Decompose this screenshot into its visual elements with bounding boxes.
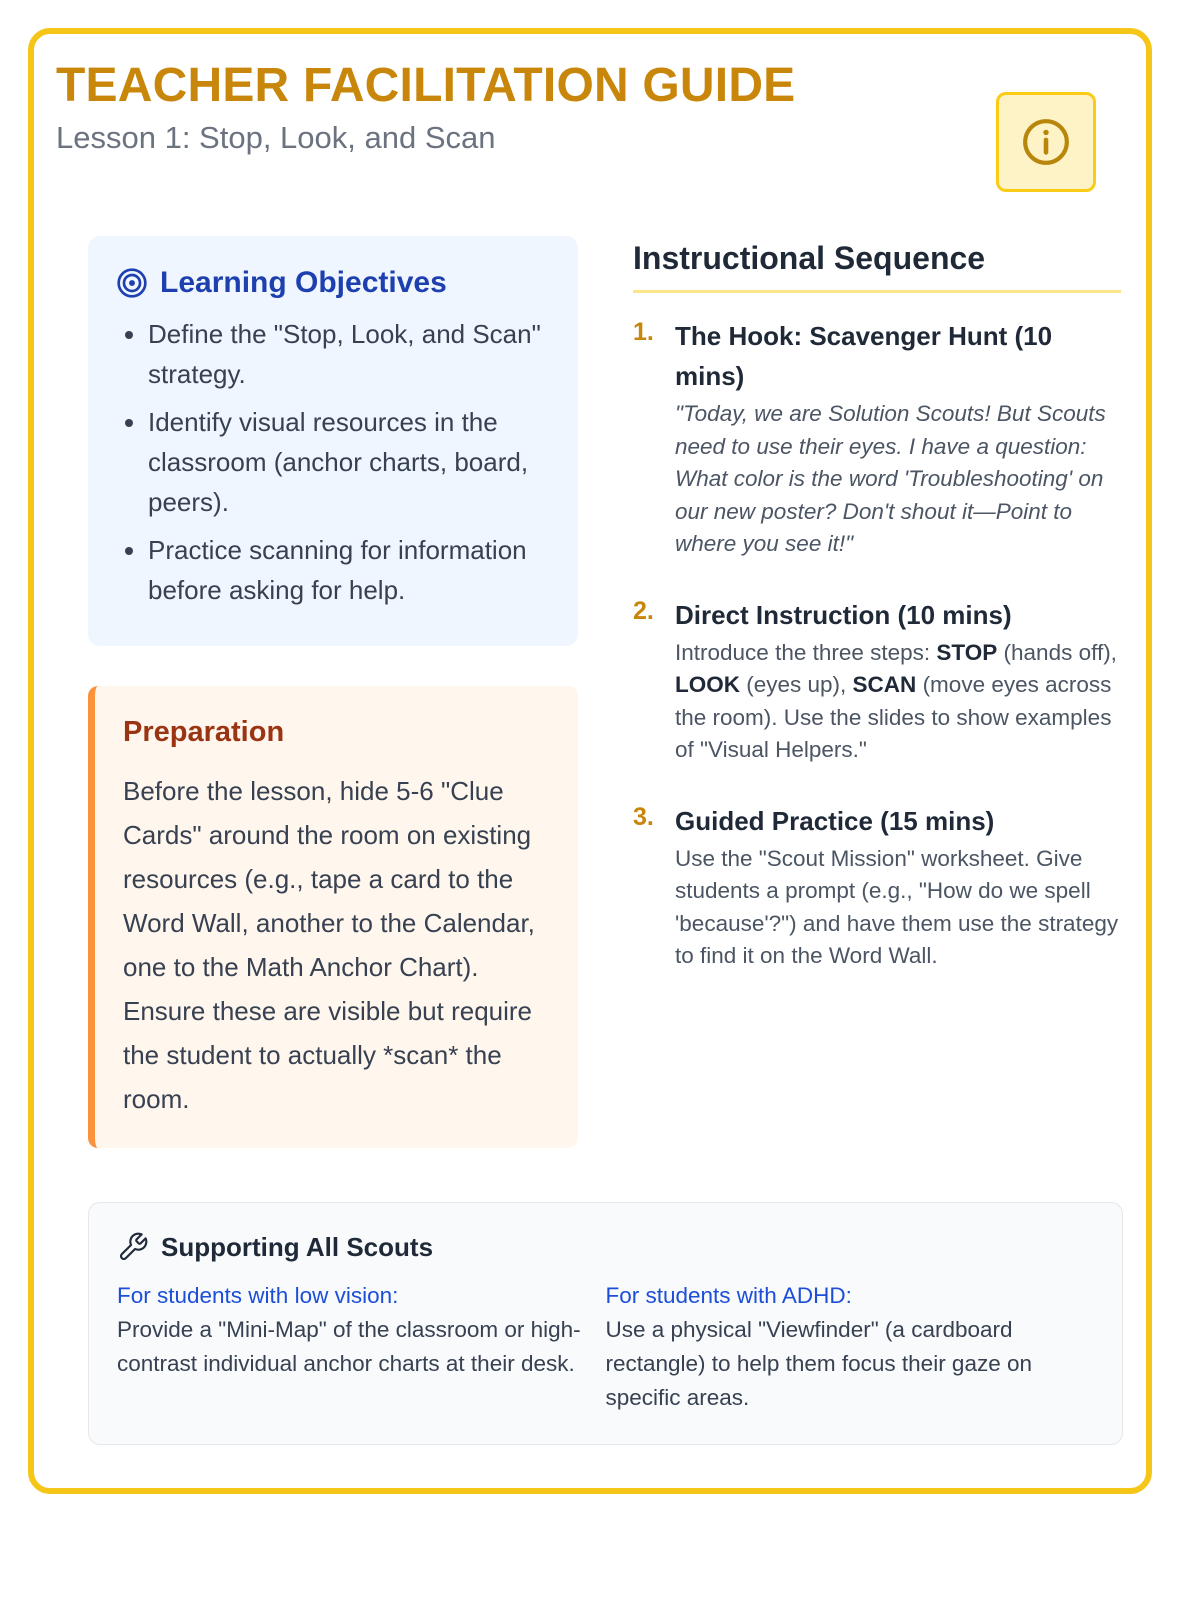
step-number: 2. — [633, 596, 654, 625]
support-column-low-vision — [117, 1279, 606, 1415]
preparation-title: Preparation — [123, 716, 285, 748]
objectives-title: Learning Objectives — [160, 266, 447, 299]
step-title: The Hook: Scavenger Hunt (10 mins) — [675, 321, 1053, 391]
support-column-adhd — [606, 1279, 1095, 1415]
learning-objectives-panel — [88, 236, 578, 646]
sequence-step — [633, 595, 1125, 767]
step-body: Use the "Scout Mission" worksheet. Give students a prompt (e.g., "How do we spell 'because'?") and have them use the strategy to find it on the Word Wall. — [675, 845, 1119, 968]
step-number: 1. — [633, 318, 654, 346]
info-circle-icon — [1021, 117, 1071, 167]
sequence-step — [633, 801, 1125, 973]
scan-keyword: SCAN — [852, 672, 917, 697]
wrench-icon — [117, 1231, 149, 1263]
objectives-list — [116, 314, 550, 610]
instructional-sequence-list — [633, 316, 1125, 1007]
preparation-panel — [88, 686, 578, 1148]
page-subtitle: Lesson 1: Stop, Look, and Scan — [56, 120, 496, 155]
target-icon — [116, 267, 148, 299]
step-title: Direct Instruction (10 mins) — [675, 599, 1012, 630]
sequence-title: Instructional Sequence — [633, 240, 986, 276]
step-title: Guided Practice (15 mins) — [675, 805, 995, 836]
step-number: 3. — [633, 802, 654, 831]
support-text: Use a physical "Viewfinder" (a cardboard rectangle) to help them focus their gaze on specific areas. — [605, 1317, 1033, 1410]
objective-item: • Identify visual resources in the classroom (anchor charts, board, peers). — [148, 402, 550, 522]
info-button[interactable] — [996, 92, 1096, 192]
support-heading: For students with ADHD: — [605, 1283, 852, 1308]
supporting-scouts-panel — [88, 1202, 1123, 1445]
stop-keyword: STOP — [936, 639, 998, 665]
preparation-text: Before the lesson, hide 5-6 "Clue Cards" around the room on existing resources (e.g., tape a card to the Word Wall, another to the Calendar, one to the Math Anchor Chart). Ensure these are visible but require the student to actually *scan* the room. — [123, 776, 535, 1114]
step-body: Introduce the three steps: STOP (hands off), LOOK (eyes up), SCAN (move eyes across the room). Use the slides to show examples of "Visual Helpers." — [675, 639, 1117, 762]
step-body: "Today, we are Solution Scouts! But Scouts need to use their eyes. I have a question: What color is the word 'Troubleshooting' on our new poster? Don't shout it—Point to where you see it!" — [675, 401, 1106, 556]
look-keyword: LOOK — [675, 672, 740, 697]
sequence-divider — [633, 290, 1121, 293]
sequence-step — [633, 316, 1125, 561]
page-title: TEACHER FACILITATION GUIDE — [56, 59, 796, 112]
support-title: Supporting All Scouts — [161, 1231, 434, 1262]
support-text: Provide a "Mini-Map" of the classroom or high-contrast individual anchor charts at their desk. — [117, 1317, 581, 1376]
support-heading: For students with low vision: — [117, 1283, 399, 1308]
objective-item: • Practice scanning for information before asking for help. — [148, 530, 550, 610]
objective-item: • Define the "Stop, Look, and Scan" strategy. — [148, 314, 550, 394]
